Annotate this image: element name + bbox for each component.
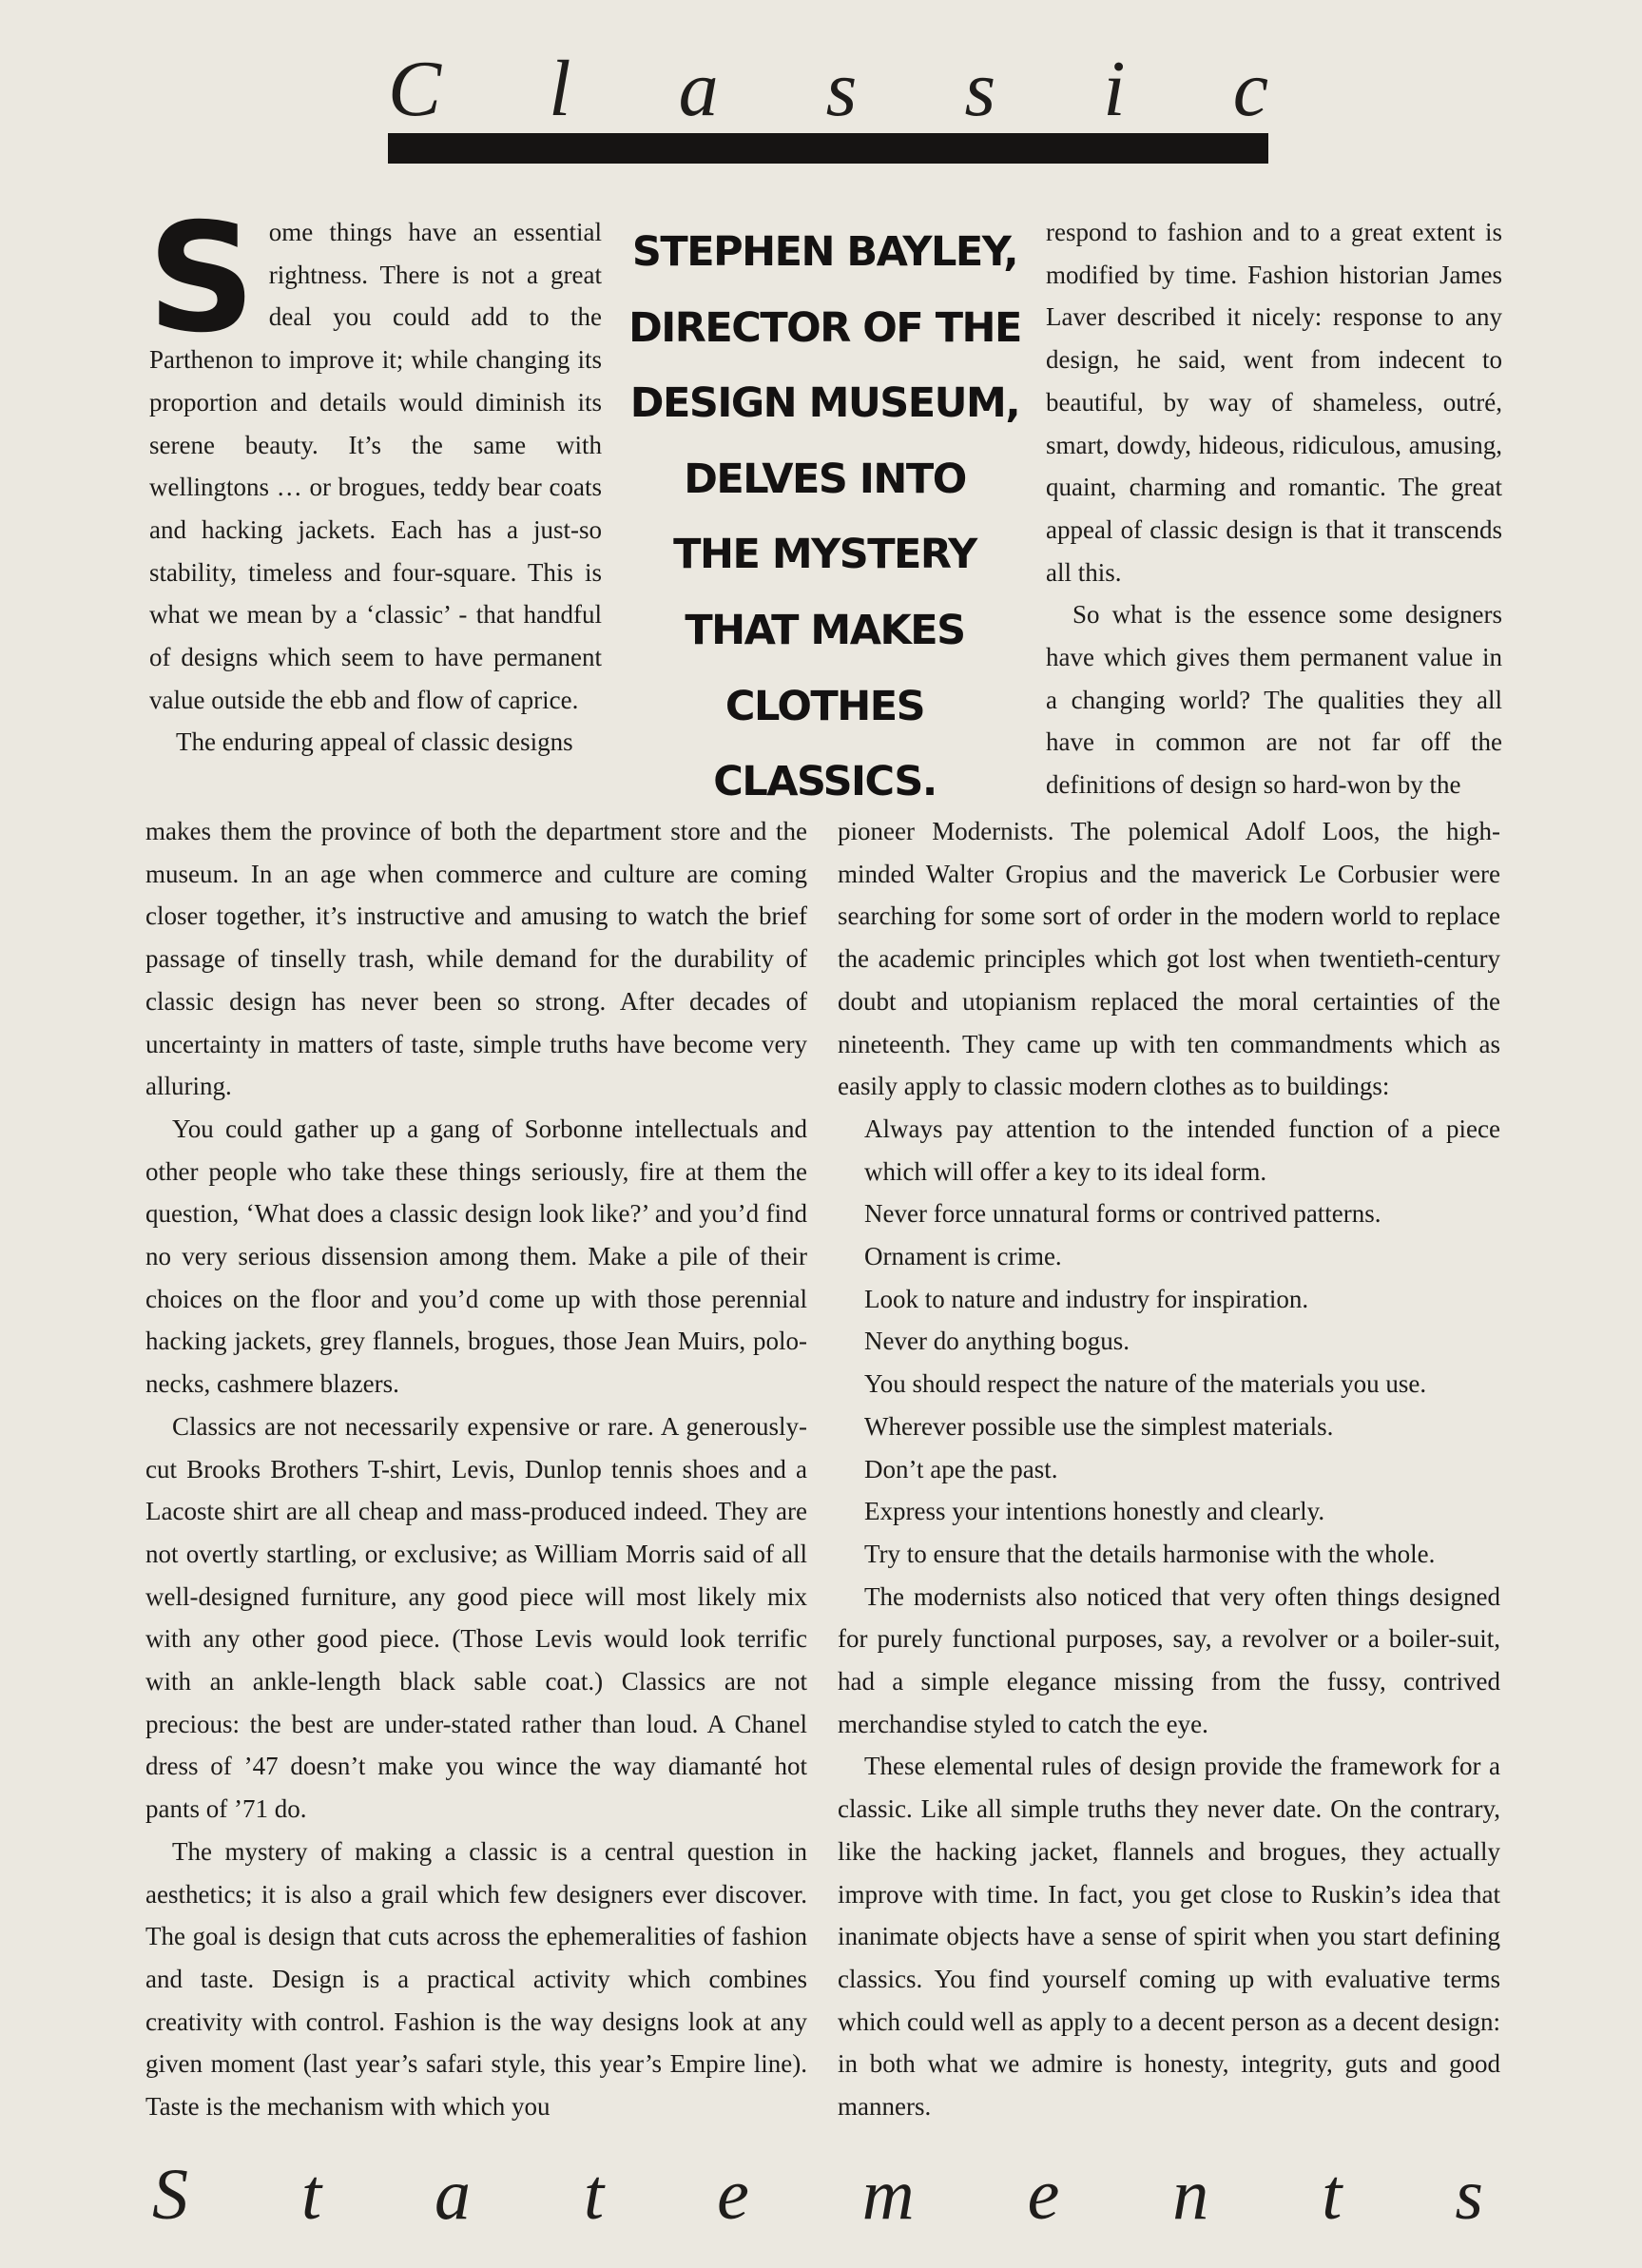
article-column-right-top — [1046, 211, 1502, 806]
pull-quote-line: DESIGN MUSEUM, — [629, 379, 1020, 428]
title-letter: t — [583, 2155, 605, 2235]
pull-quote — [623, 215, 1027, 821]
title-letter: S — [152, 2155, 188, 2235]
title-letter: s — [1455, 2155, 1483, 2235]
pull-quote-line: DELVES INTO — [684, 455, 966, 503]
title-letter: m — [861, 2155, 915, 2235]
article-paragraph: These elemental rules of design provide the framework for a classic. Like all simple truths they never date. On the contrary, like the hacking jacket, flannels and brogues, they actually improve with time. In fact, you get close to Ruskin’s idea that inanimate objects have a sense of spirit when you start defining classics. You find yourself coming up with evaluative terms which could well as apply to a decent person as a decent design: in both what we admire is honesty, integrity, guts and good manners. — [838, 1752, 1500, 2122]
title-letter: i — [1103, 45, 1126, 133]
drop-cap: S — [147, 191, 256, 366]
commandment-item: Wherever possible use the simplest materials. — [864, 1411, 1334, 1441]
commandment-item: Don’t ape the past. — [864, 1454, 1058, 1483]
title-letter: C — [388, 45, 442, 133]
title-letter: e — [717, 2155, 749, 2235]
pull-quote-line: DIRECTOR OF THE — [628, 303, 1021, 352]
title-letter: e — [1027, 2155, 1060, 2235]
title-classic — [388, 45, 1268, 133]
commandment-item: Express your intentions honestly and clearly. — [864, 1497, 1325, 1526]
article-column-right-bottom — [838, 810, 1500, 2128]
article-paragraph: You could gather up a gang of Sorbonne intellectuals and other people who take these things seriously, fire at them the question, ‘What does a classic design look like?’ and you’d find no very serious dissension among them. Make a pile of their choices on the floor and you’d come up with those perennial hacking jackets, grey flannels, brogues, those Jean Muirs, polo-necks, cashmere blazers. — [145, 1114, 807, 1399]
article-paragraph — [147, 191, 602, 721]
title-letter: t — [300, 2155, 322, 2235]
article-paragraph: The enduring appeal of classic designs — [176, 727, 573, 757]
title-statements — [152, 2155, 1483, 2235]
article-paragraph: So what is the essence some designers have which gives them permanent value in a changing world? The qualities they all have in common are not far off the definitions of design so hard-won by the — [1046, 600, 1502, 800]
pull-quote-line: STEPHEN BAYLEY, — [631, 228, 1018, 276]
article-paragraph: Classics are not necessarily expensive or rare. A generously-cut Brooks Brothers T-shirt, Levis, Dunlop tennis shoes and a Lacoste shirt are all cheap and mass-produced indeed. They are not overtly startling, or exclusive; as William Morris said of all well-designed furniture, any good piece will most likely mix with any other good piece. (Those Levis would look terrific with an ankle-length black sable coat.) Classics are not precious: the best are under-stated rather than loud. A Chanel dress of ’47 doesn’t make you wince the way diamanté hot pants of ’71 do. — [145, 1411, 807, 1824]
commandment-item: Look to nature and industry for inspiration. — [864, 1284, 1309, 1313]
title-letter: a — [435, 2155, 472, 2235]
commandment-item: Never force unnatural forms or contrived patterns. — [864, 1199, 1381, 1229]
title-letter: n — [1172, 2155, 1209, 2235]
commandment-item: Always pay attention to the intended function of a piece which will offer a key to its ideal form. — [864, 1114, 1500, 1186]
pull-quote-line: THAT MAKES — [685, 606, 965, 654]
pull-quote-line: THE MYSTERY — [673, 531, 976, 579]
title-letter: c — [1232, 45, 1268, 133]
title-letter: s — [964, 45, 996, 133]
article-paragraph: makes them the province of both the department store and the museum. In an age when commerce and culture are coming closer together, it’s instructive and amusing to watch the brief passage of tinselly trash, while demand for the durability of classic design has never been so strong. After decades of uncertainty in matters of taste, simple truths have become very alluring. — [145, 817, 807, 1101]
article-paragraph: pioneer Modernists. The polemical Adolf Loos, the high-minded Walter Gropius and the maverick Le Corbusier were searching for some sort of order in the modern world to replace the academic principles which got lost when twentieth-century doubt and utopianism replaced the moral certainties of the nineteenth. They came up with ten commandments which as easily apply to classic modern clothes as to buildings: — [838, 817, 1500, 1101]
pull-quote-line: CLASSICS. — [713, 758, 937, 806]
title-letter: a — [678, 45, 719, 133]
article-paragraph: respond to fashion and to a great extent is modified by time. Fashion historian James Laver described it nicely: response to any design, he said, went from indecent to beautiful, by way of shameless, outré, smart, dowdy, hideous, ridiculous, amusing, quaint, charming and romantic. The great appeal of classic design is that it transcends all this. — [1046, 218, 1502, 587]
commandment-item: Try to ensure that the details harmonise with the whole. — [864, 1539, 1436, 1568]
title-letter: t — [1322, 2155, 1343, 2235]
commandment-item: You should respect the nature of the materials you use. — [864, 1369, 1427, 1399]
title-rule-bar — [388, 133, 1268, 164]
article-paragraph: The modernists also noticed that very often things designed for purely functional purposes, say, a revolver or a boiler-suit, had a simple elegance missing from the fussy, contrived merchandise styled to catch the eye. — [838, 1581, 1500, 1738]
article-column-left-bottom — [145, 810, 807, 2128]
pull-quote-line: CLOTHES — [724, 682, 925, 730]
paragraph-text: ome things have an essential rightness. There is not a great deal you could add to the Parthenon to improve it; while changing its proportion and details would diminish its serene beauty. It’s the same with wellingtons … or brogues, teddy bear coats and hacking jackets. Each has a just-so stability, timeless and four-square. This is what we mean by a ‘classic’ - that handful of designs which seem to have permanent value outside the ebb and flow of caprice. — [149, 218, 602, 714]
commandment-item: Never do anything bogus. — [864, 1327, 1130, 1356]
title-letter: s — [825, 45, 858, 133]
article-paragraph: The mystery of making a classic is a central question in aesthetics; it is also a grail which few designers ever discover. The goal is design that cuts across the ephemeralities of fashion and taste. Design is a practical activity which combines creativity with control. Fashion is the way designs look at any given moment (last year’s safari style, this year’s Empire line). Taste is the mechanism with which you — [145, 1836, 807, 2122]
commandment-item: Ornament is crime. — [864, 1242, 1062, 1271]
title-letter: l — [549, 45, 571, 133]
article-column-left-top — [147, 191, 602, 764]
